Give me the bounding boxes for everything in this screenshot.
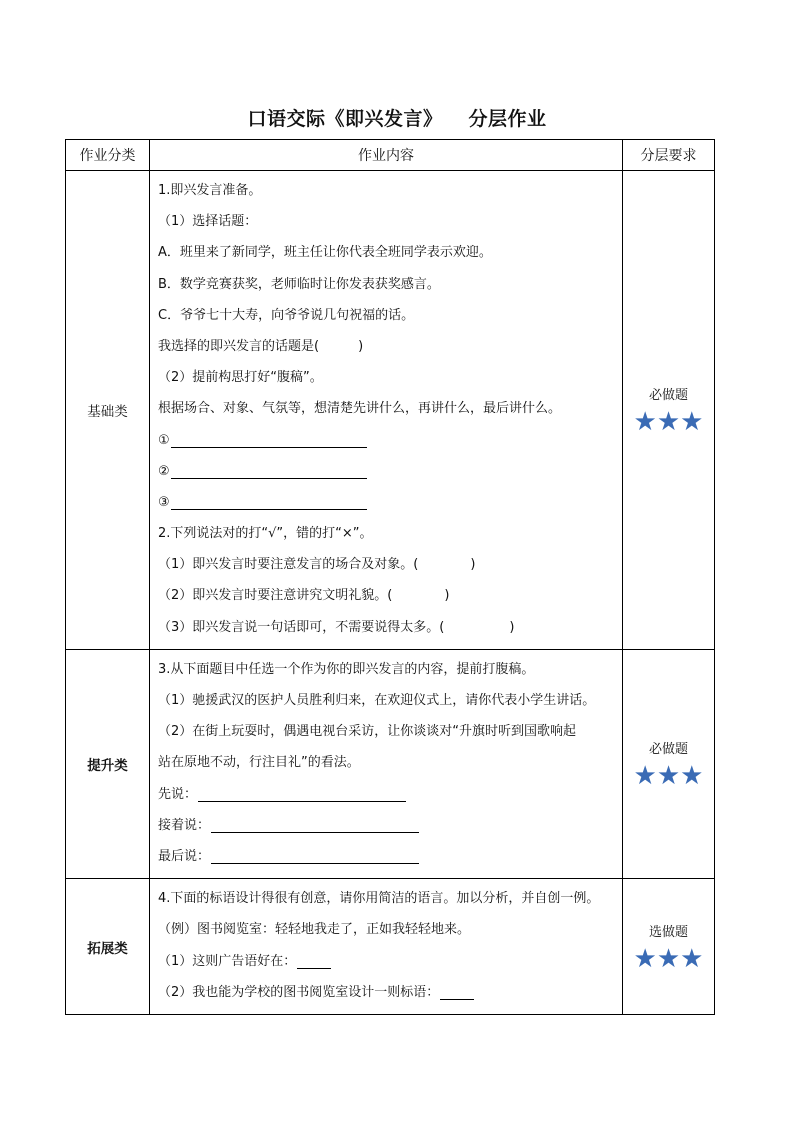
- answer-line-slogan: （2）我也能为学校的图书阅览室设计一则标语：: [158, 977, 622, 1008]
- text-line: （例）图书阅览室：轻轻地我走了，正如我轻轻地来。: [158, 922, 471, 938]
- requirement-label: 必做题: [648, 388, 688, 404]
- title-sub: 分层作业: [468, 108, 547, 130]
- title-main: 口语交际《即兴发言》: [247, 108, 443, 130]
- category-extension: 拓展类: [66, 879, 150, 1015]
- header-content: 作业内容: [150, 140, 623, 171]
- text-line: （2）即兴发言时要注意讲究文明礼貌。( ): [158, 588, 450, 604]
- star-icon: ★: [680, 407, 704, 438]
- answer-line-2: ②: [158, 456, 622, 487]
- text-line: （2）在街上玩耍时，偶遇电视台采访，让你谈谈对“升旗时听到国歌响起: [158, 724, 577, 740]
- page-title: [0, 104, 794, 131]
- text-line: 3.从下面题目中任选一个作为你的即兴发言的内容，提前打腹稿。: [158, 661, 535, 677]
- text-line: B．数学竞赛获奖，老师临时让你发表获奖感言。: [158, 276, 440, 292]
- answer-blank[interactable]: [440, 985, 474, 1000]
- answer-line-good: （1）这则广告语好在：: [158, 946, 622, 977]
- star-rating: [634, 946, 704, 972]
- answer-blank[interactable]: [211, 849, 419, 864]
- text-line: 站在原地不动，行注目礼”的看法。: [158, 755, 360, 771]
- star-icon: ★: [680, 761, 704, 792]
- answer-blank[interactable]: [198, 787, 406, 802]
- requirement-label: 必做题: [648, 742, 688, 758]
- requirement-basic: [623, 171, 715, 650]
- header-requirement: 分层要求: [623, 140, 715, 171]
- content-advanced: [150, 649, 623, 878]
- header-category: 作业分类: [66, 140, 150, 171]
- star-icon: ★: [680, 944, 704, 974]
- text-line: （2）提前构思打好“腹稿”。: [158, 370, 323, 386]
- requirement-advanced: [623, 649, 715, 878]
- text-line: （1）驰援武汉的医护人员胜利归来，在欢迎仪式上，请你代表小学生讲话。: [158, 693, 596, 708]
- category-advanced: 提升类: [66, 649, 150, 878]
- text-line: （1）选择话题：: [158, 214, 258, 230]
- star-rating: [633, 761, 704, 792]
- star-icon: ★: [633, 761, 657, 792]
- content-extension: [150, 879, 623, 1015]
- content-basic: [150, 171, 623, 650]
- answer-blank[interactable]: [297, 954, 331, 969]
- text-line: C．爷爷七十大寿，向爷爷说几句祝福的话。: [158, 307, 415, 323]
- text-line: A．班里来了新同学，班主任让你代表全班同学表示欢迎。: [158, 245, 492, 261]
- star-icon: ★: [633, 944, 657, 974]
- answer-blank[interactable]: [171, 464, 367, 479]
- answer-blank[interactable]: [211, 818, 419, 833]
- category-basic: 基础类: [66, 171, 150, 650]
- text-line: 2.下列说法对的打“√”，错的打“×”。: [158, 526, 373, 542]
- row-extension: [66, 879, 715, 1015]
- requirement-extension: [623, 879, 715, 1015]
- answer-line-next: 接着说：: [158, 810, 622, 841]
- answer-line-1: ①: [158, 425, 622, 456]
- row-basic: [66, 171, 715, 650]
- star-icon: ★: [656, 944, 681, 974]
- answer-blank[interactable]: [171, 495, 367, 510]
- answer-line-3: ③: [158, 487, 622, 518]
- star-icon: ★: [633, 407, 657, 438]
- row-advanced: [66, 649, 715, 878]
- star-icon: ★: [656, 761, 681, 792]
- text-line: 我选择的即兴发言的话题是( ): [158, 338, 364, 354]
- answer-line-first: 先说：: [158, 779, 622, 810]
- requirement-label: 选做题: [648, 925, 688, 940]
- answer-line-last: 最后说：: [158, 841, 622, 872]
- text-line: （1）即兴发言时要注意发言的场合及对象。( ): [158, 557, 476, 573]
- text-line: 根据场合、对象、气氛等，想清楚先讲什么，再讲什么，最后讲什么。: [158, 401, 562, 417]
- star-rating: [633, 407, 704, 438]
- header-row: [66, 140, 715, 171]
- homework-table: [65, 139, 715, 1015]
- text-line: 4.下面的标语设计得很有创意，请你用简洁的语言。加以分析，并自创一例。: [158, 891, 600, 907]
- text-line: 1.即兴发言准备。: [158, 183, 262, 198]
- text-line: （3）即兴发言说一句话即可，不需要说得太多。( ): [158, 619, 515, 635]
- answer-blank[interactable]: [171, 433, 367, 448]
- star-icon: ★: [656, 407, 681, 438]
